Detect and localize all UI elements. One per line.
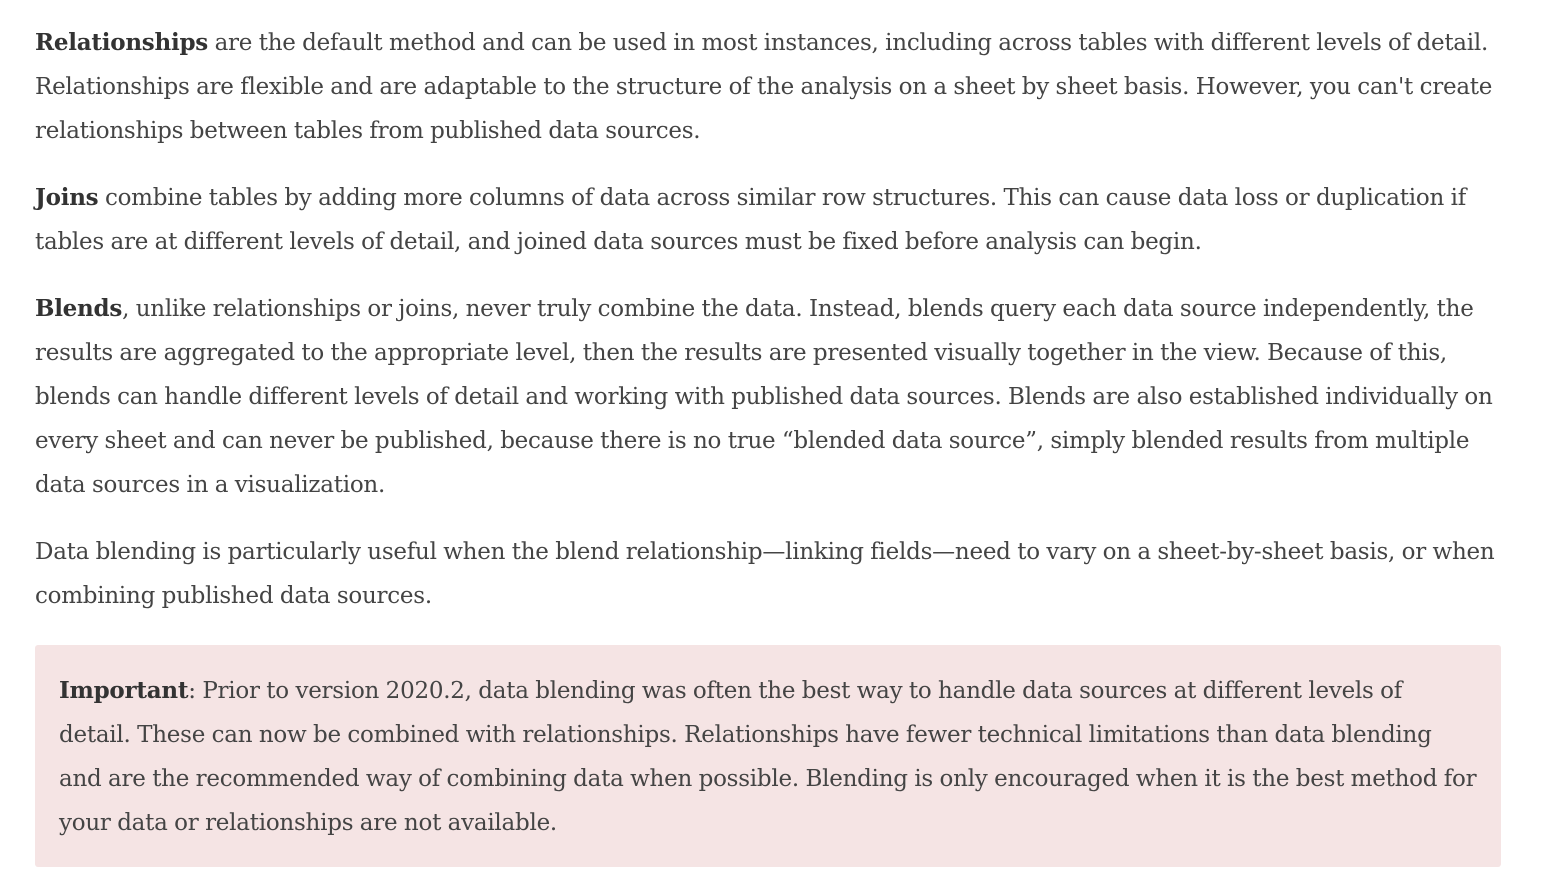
paragraph-data-blending: [35, 530, 1505, 618]
paragraph-blends: [35, 287, 1505, 507]
callout-text: : Prior to version 2020.2, data blending was often the best way to handle data sources at different levels of detail. These can now be combined with relationships. Relationships have fewer technical limitations than data blending and are the recommended way of combining data when possible. Blending is only encouraged when it is the best method for your data or relationships are not available.: [59, 678, 1477, 836]
important-callout: [35, 645, 1501, 867]
term-relationships: Relationships: [35, 29, 209, 56]
paragraph-relationships: [35, 21, 1505, 153]
article-body: [35, 21, 1505, 641]
callout-label: Important: [59, 677, 189, 704]
paragraph-blends-text: , unlike relationships or joins, never truly combine the data. Instead, blends query each data source independently, the results are aggregated to the appropriate level, then the results are presented visually together in the view. Because of this, blends can handle different levels of detail and working with published data sources. Blends are also established individually on every sheet and can never be published, because there is no true “blended data source”, simply blended results from multiple data sources in a visualization.: [35, 296, 1493, 498]
paragraph-joins: [35, 176, 1505, 264]
callout-paragraph: [59, 669, 1477, 845]
term-joins: Joins: [35, 184, 99, 211]
term-blends: Blends: [35, 295, 123, 322]
paragraph-relationships-text: are the default method and can be used in most instances, including across tables with different levels of detail. Relationships are flexible and are adaptable to the structure of the analysis on a sheet by sheet basis. However, you can't create relationships between tables from published data sources.: [35, 30, 1493, 144]
paragraph-data-blending-text: Data blending is particularly useful when the blend relationship—linking fields—need to vary on a sheet-by-sheet basis, or when combining published data sources.: [35, 539, 1495, 609]
paragraph-joins-text: combine tables by adding more columns of data across similar row structures. This can cause data loss or duplication if tables are at different levels of detail, and joined data sources must be fixed before analysis can begin.: [35, 185, 1466, 255]
